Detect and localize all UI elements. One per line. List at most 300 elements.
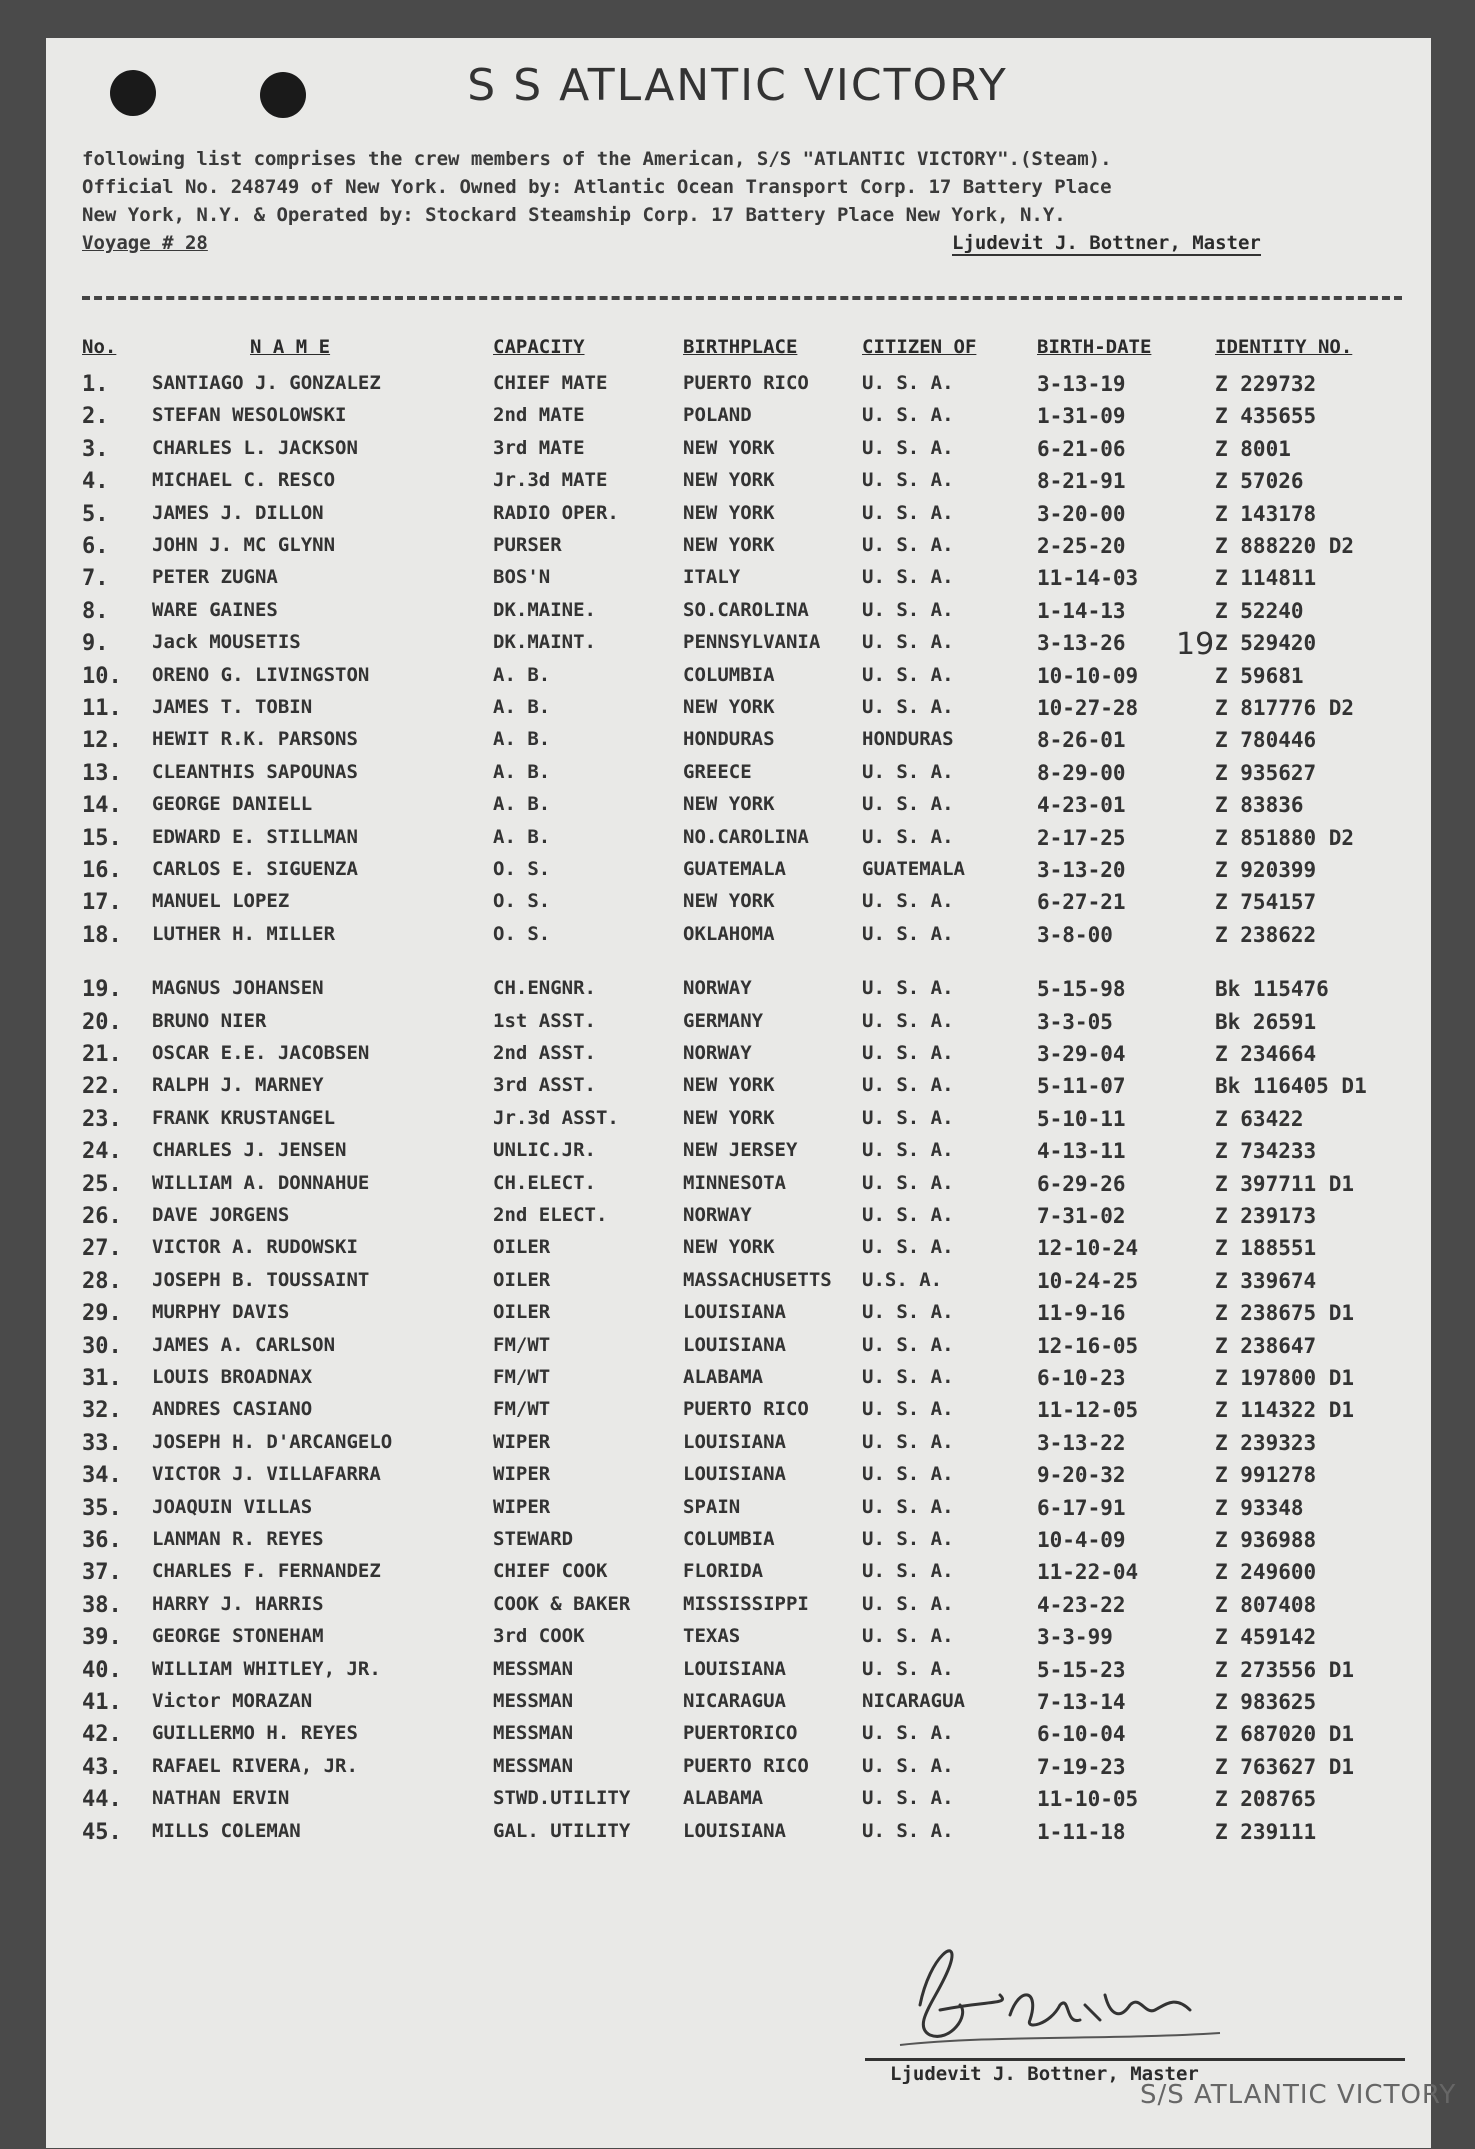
crew-identity: Z 851880 D2 <box>1215 825 1355 850</box>
crew-no: 34. <box>82 1463 122 1489</box>
crew-identity: Z 273556 D1 <box>1215 1657 1355 1682</box>
crew-birthdate: 12-10-24 <box>1037 1236 1139 1261</box>
crew-birthplace: POLAND <box>683 404 752 427</box>
crew-name: WILLIAM WHITLEY, JR. <box>152 1657 381 1680</box>
crew-name: HEWIT R.K. PARSONS <box>152 728 358 751</box>
crew-name: ORENO G. LIVINGSTON <box>152 663 370 686</box>
crew-name: JOHN J. MC GLYNN <box>152 534 336 556</box>
crew-row <box>0 858 1475 888</box>
crew-birthplace: TEXAS <box>683 1625 741 1648</box>
crew-name: LUTHER H. MILLER <box>152 922 336 945</box>
crew-birthplace: LOUISIANA <box>683 1819 786 1842</box>
crew-birthdate: 8-21-91 <box>1037 469 1126 494</box>
crew-no: 26. <box>82 1204 122 1229</box>
crew-name: MURPHY DAVIS <box>152 1301 290 1324</box>
crew-no: 18. <box>82 922 122 948</box>
crew-birthplace: GREECE <box>683 760 752 783</box>
crew-row <box>0 1463 1475 1493</box>
crew-birthplace: NEW YORK <box>683 696 775 718</box>
crew-no: 27. <box>82 1236 122 1262</box>
crew-birthdate: 3-20-00 <box>1037 501 1126 526</box>
crew-no: 7. <box>82 566 109 592</box>
crew-no: 36. <box>82 1528 122 1553</box>
crew-capacity: A. B. <box>493 760 551 783</box>
crew-row <box>0 534 1475 564</box>
crew-no: 10. <box>82 663 122 689</box>
crew-citizen: U. S. A. <box>862 598 954 621</box>
crew-capacity: Jr.3d MATE <box>493 469 608 492</box>
crew-name: JAMES T. TOBIN <box>152 696 313 718</box>
crew-identity: Z 93348 <box>1215 1495 1304 1520</box>
crew-birthplace: ALABAMA <box>683 1787 764 1810</box>
crew-name: Jack MOUSETIS <box>152 631 301 654</box>
crew-birthdate: 6-10-04 <box>1037 1722 1126 1747</box>
header-birthdate: BIRTH-DATE <box>1037 336 1152 358</box>
crew-birthdate: 2-17-25 <box>1037 825 1126 850</box>
crew-no: 19. <box>82 977 122 1003</box>
crew-citizen: U. S. A. <box>862 1074 954 1097</box>
crew-row <box>0 1787 1475 1817</box>
crew-no: 44. <box>82 1787 122 1813</box>
crew-birthplace: PUERTORICO <box>683 1722 798 1745</box>
crew-birthdate: 11-14-03 <box>1037 566 1139 591</box>
crew-no: 29. <box>82 1301 122 1327</box>
crew-name: JAMES J. DILLON <box>152 501 324 524</box>
crew-identity: Z 238647 <box>1215 1333 1317 1358</box>
crew-name: VICTOR A. RUDOWSKI <box>152 1236 358 1259</box>
crew-capacity: WIPER <box>493 1495 551 1518</box>
crew-row <box>0 566 1475 596</box>
crew-row <box>0 923 1475 953</box>
crew-birthplace: PENNSYLVANIA <box>683 631 821 654</box>
crew-no: 23. <box>82 1106 122 1132</box>
crew-birthdate: 6-17-91 <box>1037 1495 1126 1520</box>
crew-identity: Bk 116405 D1 <box>1215 1074 1367 1099</box>
crew-row <box>0 1366 1475 1396</box>
crew-no: 25. <box>82 1171 122 1197</box>
crew-name: MAGNUS JOHANSEN <box>152 977 324 1000</box>
crew-birthdate: 10-24-25 <box>1037 1268 1139 1293</box>
crew-birthdate: 11-9-16 <box>1037 1301 1126 1326</box>
master-name: Ljudevit J. Bottner, Master <box>952 232 1261 254</box>
crew-identity: Z 459142 <box>1215 1625 1317 1650</box>
crew-no: 16. <box>82 858 122 883</box>
crew-capacity: FM/WT <box>493 1333 551 1356</box>
crew-citizen: U. S. A. <box>862 1463 954 1486</box>
crew-no: 41. <box>82 1690 122 1715</box>
crew-identity: Z 397711 D1 <box>1215 1171 1355 1196</box>
crew-capacity: STWD.UTILITY <box>493 1787 631 1810</box>
crew-no: 42. <box>82 1722 122 1748</box>
crew-capacity: Jr.3d ASST. <box>493 1106 619 1129</box>
crew-row <box>0 437 1475 467</box>
crew-identity: Z 188551 <box>1215 1236 1317 1261</box>
crew-birthplace: SO.CAROLINA <box>683 598 809 621</box>
crew-birthdate: 8-26-01 <box>1037 728 1126 753</box>
crew-birthplace: LOUISIANA <box>683 1657 786 1680</box>
crew-birthplace: LOUISIANA <box>683 1463 786 1486</box>
crew-citizen: U. S. A. <box>862 825 954 848</box>
crew-citizen: U. S. A. <box>862 1495 954 1518</box>
crew-birthplace: OKLAHOMA <box>683 922 775 945</box>
crew-citizen: U. S. A. <box>862 1009 954 1032</box>
crew-citizen: U. S. A. <box>862 631 954 654</box>
crew-name: ANDRES CASIANO <box>152 1398 313 1421</box>
crew-capacity: OILER <box>493 1268 551 1291</box>
crew-name: CHARLES F. FERNANDEZ <box>152 1560 381 1583</box>
crew-identity: Z 936988 <box>1215 1528 1317 1552</box>
crew-row <box>0 793 1475 823</box>
crew-identity: Z 114811 <box>1215 566 1317 591</box>
crew-citizen: U. S. A. <box>862 793 954 816</box>
crew-birthplace: FLORIDA <box>683 1560 764 1583</box>
crew-capacity: 3rd MATE <box>493 436 585 459</box>
crew-citizen: U. S. A. <box>862 1787 954 1810</box>
crew-capacity: UNLIC.JR. <box>493 1139 596 1162</box>
crew-birthplace: ITALY <box>683 566 741 589</box>
crew-no: 20. <box>82 1009 122 1035</box>
crew-no: 33. <box>82 1430 122 1456</box>
crew-row <box>0 1074 1475 1104</box>
crew-citizen: U. S. A. <box>862 760 954 783</box>
crew-identity: Z 143178 <box>1215 501 1317 526</box>
crew-birthdate: 6-21-06 <box>1037 436 1126 461</box>
crew-name: GEORGE STONEHAM <box>152 1625 324 1648</box>
crew-identity: Z 197800 D1 <box>1215 1366 1355 1390</box>
crew-citizen: U. S. A. <box>862 1819 954 1842</box>
header-no: No. <box>82 336 117 358</box>
crew-birthplace: HONDURAS <box>683 728 775 751</box>
crew-identity: Z 238622 <box>1215 922 1317 947</box>
crew-identity: Bk 115476 <box>1215 977 1329 1002</box>
crew-name: FRANK KRUSTANGEL <box>152 1106 336 1129</box>
crew-capacity: BOS'N <box>493 566 551 589</box>
crew-identity: Z 8001 <box>1215 436 1291 461</box>
crew-identity: Z 208765 <box>1215 1787 1317 1812</box>
crew-citizen: U. S. A. <box>862 890 954 913</box>
crew-birthdate: 10-10-09 <box>1037 663 1139 688</box>
crew-citizen: U. S. A. <box>862 1722 954 1745</box>
crew-birthdate: 3-3-05 <box>1037 1009 1113 1034</box>
crew-identity: Z 229732 <box>1215 372 1317 396</box>
crew-citizen: U. S. A. <box>862 436 954 459</box>
crew-citizen: U. S. A. <box>862 1236 954 1259</box>
crew-citizen: U. S. A. <box>862 372 954 394</box>
crew-birthplace: NICARAGUA <box>683 1690 786 1712</box>
crew-identity: Z 239111 <box>1215 1819 1317 1844</box>
crew-birthdate: 11-10-05 <box>1037 1787 1139 1812</box>
signature-name: Ljudevit J. Bottner, Master <box>890 2063 1199 2085</box>
crew-capacity: DK.MAINE. <box>493 598 596 621</box>
header-birthplace: BIRTHPLACE <box>683 336 798 358</box>
crew-no: 6. <box>82 534 109 559</box>
crew-birthplace: MASSACHUSETTS <box>683 1268 832 1291</box>
crew-birthdate: 3-13-20 <box>1037 858 1126 882</box>
crew-capacity: A. B. <box>493 696 551 718</box>
crew-row <box>0 977 1475 1007</box>
crew-citizen: U. S. A. <box>862 469 954 492</box>
crew-no: 11. <box>82 696 122 721</box>
crew-capacity: FM/WT <box>493 1398 551 1421</box>
crew-no: 43. <box>82 1754 122 1780</box>
crew-identity: Z 57026 <box>1215 469 1304 494</box>
crew-row <box>0 826 1475 856</box>
crew-birthdate: 1-31-09 <box>1037 404 1126 429</box>
crew-birthdate: 3-8-00 <box>1037 922 1113 947</box>
crew-name: EDWARD E. STILLMAN <box>152 825 358 848</box>
crew-name: HARRY J. HARRIS <box>152 1592 324 1615</box>
crew-citizen: U. S. A. <box>862 1430 954 1453</box>
crew-row <box>0 1107 1475 1137</box>
crew-name: CARLOS E. SIGUENZA <box>152 858 358 880</box>
crew-birthdate: 4-13-11 <box>1037 1139 1126 1164</box>
crew-capacity: CH.ENGNR. <box>493 977 596 1000</box>
crew-birthdate: 7-19-23 <box>1037 1754 1126 1779</box>
crew-birthdate: 3-13-26 <box>1037 631 1126 656</box>
crew-capacity: RADIO OPER. <box>493 501 619 524</box>
crew-row <box>0 1528 1475 1558</box>
crew-citizen: GUATEMALA <box>862 858 965 880</box>
crew-row <box>0 1658 1475 1688</box>
crew-row <box>0 1010 1475 1040</box>
crew-birthdate: 7-31-02 <box>1037 1204 1126 1228</box>
crew-name: WILLIAM A. DONNAHUE <box>152 1171 370 1194</box>
crew-birthdate: 6-29-26 <box>1037 1171 1126 1196</box>
crew-capacity: MESSMAN <box>493 1690 574 1712</box>
crew-identity: Z 52240 <box>1215 598 1304 623</box>
crew-no: 40. <box>82 1657 122 1683</box>
crew-birthdate: 1-14-13 <box>1037 598 1126 623</box>
crew-capacity: 1st ASST. <box>493 1009 596 1032</box>
crew-capacity: WIPER <box>493 1430 551 1453</box>
crew-row <box>0 696 1475 726</box>
crew-identity: Z 935627 <box>1215 760 1317 785</box>
crew-birthplace: NEW JERSEY <box>683 1139 798 1162</box>
crew-birthplace: NORWAY <box>683 1042 752 1064</box>
crew-identity: Z 114322 D1 <box>1215 1398 1355 1423</box>
crew-birthdate: 8-29-00 <box>1037 760 1126 785</box>
crew-citizen: U. S. A. <box>862 922 954 945</box>
crew-row <box>0 1301 1475 1331</box>
crew-citizen: U. S. A. <box>862 1560 954 1583</box>
crew-name: MILLS COLEMAN <box>152 1819 301 1842</box>
crew-name: Victor MORAZAN <box>152 1690 313 1712</box>
crew-citizen: U. S. A. <box>862 1042 954 1064</box>
crew-capacity: OILER <box>493 1301 551 1324</box>
crew-identity: Z 734233 <box>1215 1139 1317 1164</box>
crew-name: CLEANTHIS SAPOUNAS <box>152 760 358 783</box>
crew-identity: Z 239173 <box>1215 1204 1317 1228</box>
crew-capacity: 3rd COOK <box>493 1625 585 1648</box>
crew-row <box>0 728 1475 758</box>
document-title: S S ATLANTIC VICTORY <box>467 60 1008 111</box>
crew-birthplace: COLUMBIA <box>683 663 775 686</box>
crew-name: OSCAR E.E. JACOBSEN <box>152 1042 370 1064</box>
crew-birthplace: NEW YORK <box>683 793 775 816</box>
crew-identity: Z 687020 D1 <box>1215 1722 1355 1747</box>
crew-birthdate: 2-25-20 <box>1037 534 1126 558</box>
signature-line <box>865 2058 1405 2061</box>
crew-birthdate: 5-11-07 <box>1037 1074 1126 1099</box>
crew-birthdate: 3-3-99 <box>1037 1625 1113 1650</box>
crew-birthdate: 9-20-32 <box>1037 1463 1126 1488</box>
crew-birthplace: MINNESOTA <box>683 1171 786 1194</box>
signature <box>890 1935 1230 2059</box>
crew-birthdate: 10-4-09 <box>1037 1528 1126 1552</box>
crew-birthdate: 1-11-18 <box>1037 1819 1126 1844</box>
crew-capacity: CHIEF MATE <box>493 372 608 394</box>
crew-name: LANMAN R. REYES <box>152 1528 324 1550</box>
crew-birthplace: NO.CAROLINA <box>683 825 809 848</box>
crew-identity: Z 238675 D1 <box>1215 1301 1355 1326</box>
crew-row <box>0 1236 1475 1266</box>
crew-capacity: 3rd ASST. <box>493 1074 596 1097</box>
crew-identity: Z 991278 <box>1215 1463 1317 1488</box>
crew-name: VICTOR J. VILLAFARRA <box>152 1463 381 1486</box>
header-capacity: CAPACITY <box>493 336 585 358</box>
crew-row <box>0 890 1475 920</box>
crew-identity: Z 339674 <box>1215 1268 1317 1293</box>
crew-birthplace: NORWAY <box>683 1204 752 1226</box>
crew-row <box>0 1755 1475 1785</box>
crew-no: 9. <box>82 631 109 657</box>
crew-birthplace: MISSISSIPPI <box>683 1592 809 1615</box>
crew-capacity: A. B. <box>493 728 551 751</box>
crew-no: 13. <box>82 760 122 786</box>
crew-birthplace: NEW YORK <box>683 534 775 556</box>
crew-identity: Z 780446 <box>1215 728 1317 753</box>
crew-capacity: MESSMAN <box>493 1754 574 1777</box>
crew-citizen: U. S. A. <box>862 663 954 686</box>
crew-birthdate: 7-13-14 <box>1037 1690 1126 1714</box>
crew-no: 2. <box>82 404 109 430</box>
crew-no: 22. <box>82 1074 122 1100</box>
crew-birthplace: NEW YORK <box>683 890 775 913</box>
crew-no: 24. <box>82 1139 122 1165</box>
crew-name: STEFAN WESOLOWSKI <box>152 404 347 427</box>
crew-birthplace: NEW YORK <box>683 1074 775 1097</box>
crew-citizen: U. S. A. <box>862 1366 954 1388</box>
crew-no: 1. <box>82 372 109 397</box>
crew-citizen: U. S. A. <box>862 1204 954 1226</box>
crew-capacity: 2nd ASST. <box>493 1042 596 1064</box>
crew-birthdate: 5-10-11 <box>1037 1106 1126 1131</box>
crew-citizen: HONDURAS <box>862 728 954 751</box>
crew-row <box>0 1690 1475 1720</box>
crew-no: 32. <box>82 1398 122 1424</box>
crew-no: 15. <box>82 825 122 851</box>
crew-citizen: U. S. A. <box>862 1139 954 1162</box>
crew-row <box>0 761 1475 791</box>
header-identity: IDENTITY NO. <box>1215 336 1353 358</box>
crew-capacity: 2nd ELECT. <box>493 1204 608 1226</box>
crew-row <box>0 664 1475 694</box>
crew-citizen: U. S. A. <box>862 1171 954 1194</box>
crew-identity: Z 754157 <box>1215 890 1317 915</box>
crew-birthdate: 3-13-19 <box>1037 372 1126 396</box>
crew-row <box>0 469 1475 499</box>
crew-identity: Z 983625 <box>1215 1690 1317 1714</box>
crew-citizen: U. S. A. <box>862 1398 954 1421</box>
crew-citizen: U. S. A. <box>862 1592 954 1615</box>
crew-citizen: U. S. A. <box>862 1106 954 1129</box>
crew-birthplace: PUERTO RICO <box>683 1398 809 1421</box>
crew-birthplace: SPAIN <box>683 1495 741 1518</box>
crew-row <box>0 1172 1475 1202</box>
crew-name: LOUIS BROADNAX <box>152 1366 313 1388</box>
ship-stamp: S/S ATLANTIC VICTORY <box>1140 2080 1457 2110</box>
crew-birthplace: NEW YORK <box>683 436 775 459</box>
crew-no: 21. <box>82 1042 122 1067</box>
crew-row <box>0 631 1475 661</box>
crew-row <box>0 1593 1475 1623</box>
crew-identity: Bk 26591 <box>1215 1009 1317 1034</box>
crew-row <box>0 372 1475 402</box>
crew-name: SANTIAGO J. GONZALEZ <box>152 372 381 394</box>
crew-identity: Z 920399 <box>1215 858 1317 882</box>
crew-capacity: DK.MAINT. <box>493 631 596 654</box>
crew-name: RALPH J. MARNEY <box>152 1074 324 1097</box>
crew-capacity: CHIEF COOK <box>493 1560 608 1583</box>
crew-no: 17. <box>82 890 122 916</box>
crew-identity: Z 763627 D1 <box>1215 1754 1355 1779</box>
crew-identity: Z 817776 D2 <box>1215 696 1355 720</box>
crew-birthdate: 3-29-04 <box>1037 1042 1126 1066</box>
crew-capacity: OILER <box>493 1236 551 1259</box>
crew-birthplace: NEW YORK <box>683 1236 775 1259</box>
crew-capacity: A. B. <box>493 663 551 686</box>
crew-birthplace: PUERTO RICO <box>683 1754 809 1777</box>
crew-name: JAMES A. CARLSON <box>152 1333 336 1356</box>
crew-birthplace: PUERTO RICO <box>683 372 809 394</box>
crew-citizen: U. S. A. <box>862 501 954 524</box>
crew-capacity: A. B. <box>493 825 551 848</box>
crew-name: PETER ZUGNA <box>152 566 278 589</box>
crew-name: MANUEL LOPEZ <box>152 890 290 913</box>
crew-no: 5. <box>82 501 109 527</box>
crew-row <box>0 1398 1475 1428</box>
crew-capacity: CH.ELECT. <box>493 1171 596 1194</box>
crew-name: RAFAEL RIVERA, JR. <box>152 1754 358 1777</box>
crew-citizen: U. S. A. <box>862 1333 954 1356</box>
crew-birthdate: 3-13-22 <box>1037 1430 1126 1455</box>
crew-identity: Z 435655 <box>1215 404 1317 429</box>
crew-no: 37. <box>82 1560 122 1586</box>
crew-row <box>0 1334 1475 1364</box>
crew-identity: Z 807408 <box>1215 1592 1317 1617</box>
crew-birthplace: GUATEMALA <box>683 858 786 880</box>
crew-citizen: U. S. A. <box>862 696 954 718</box>
crew-capacity: 2nd MATE <box>493 404 585 427</box>
crew-capacity: A. B. <box>493 793 551 816</box>
crew-no: 35. <box>82 1495 122 1521</box>
crew-row <box>0 404 1475 434</box>
crew-no: 4. <box>82 469 109 495</box>
crew-no: 30. <box>82 1333 122 1359</box>
crew-citizen: U. S. A. <box>862 534 954 556</box>
crew-name: DAVE JORGENS <box>152 1204 290 1226</box>
intro-line: New York, N.Y. & Operated by: Stockard Steamship Corp. 17 Battery Place New York, N.Y. <box>82 204 1066 226</box>
crew-birthdate: 11-12-05 <box>1037 1398 1139 1423</box>
crew-citizen: U.S. A. <box>862 1268 943 1291</box>
crew-citizen: U. S. A. <box>862 977 954 1000</box>
crew-birthdate: 10-27-28 <box>1037 696 1139 720</box>
crew-row <box>0 1496 1475 1526</box>
crew-no: 39. <box>82 1625 122 1651</box>
crew-birthdate: 4-23-01 <box>1037 793 1126 818</box>
crew-no: 38. <box>82 1592 122 1618</box>
crew-birthdate: 11-22-04 <box>1037 1560 1139 1585</box>
